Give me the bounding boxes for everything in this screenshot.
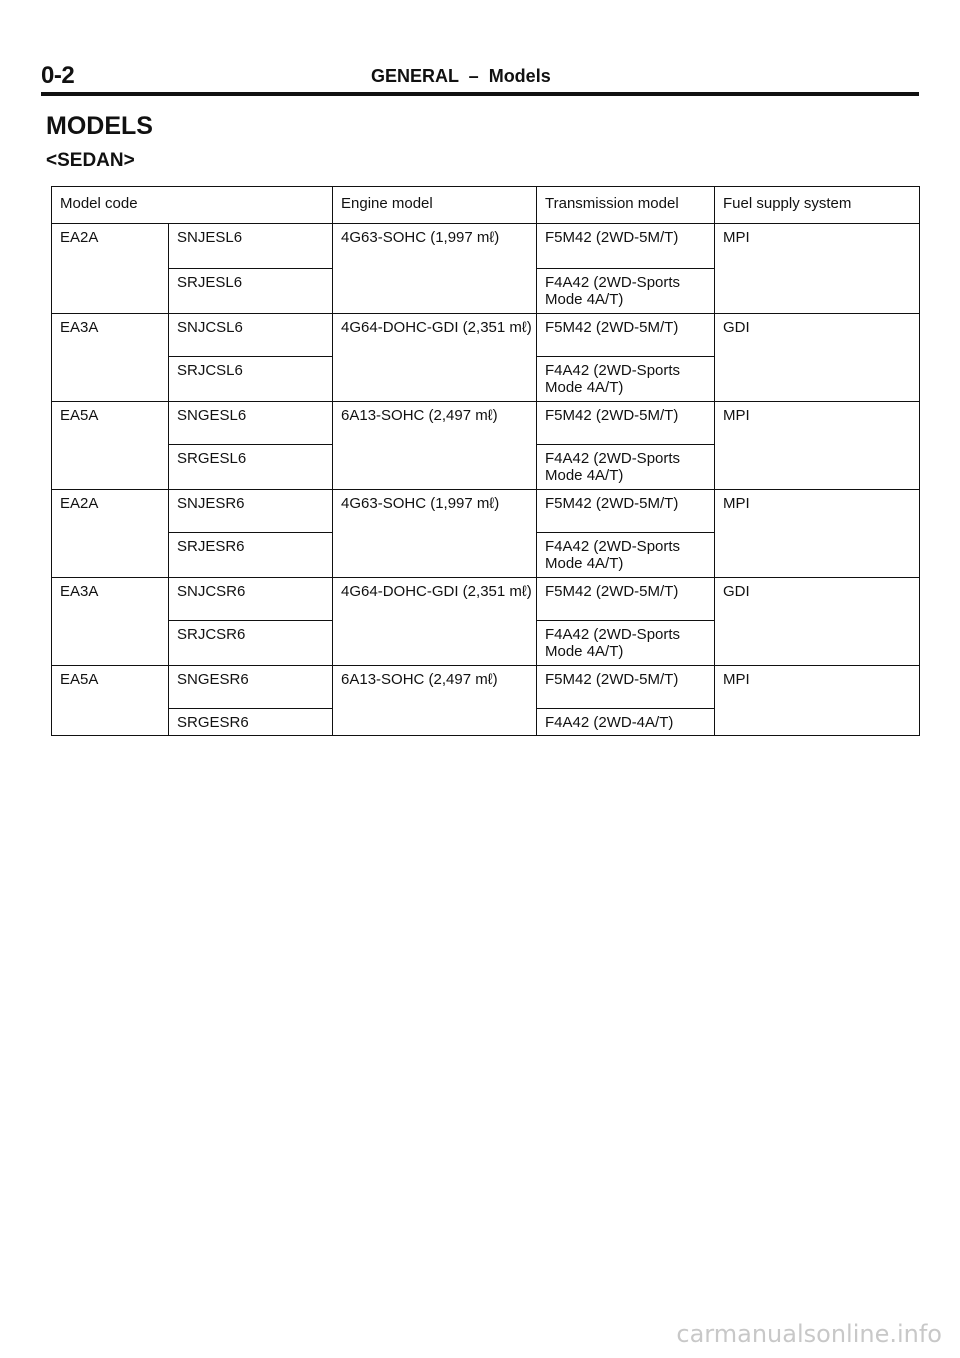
fuel-supply-cell: MPI bbox=[715, 224, 920, 314]
table-row bbox=[52, 666, 920, 709]
model-code-cell: EA3A bbox=[52, 578, 169, 666]
engine-model-cell: 4G63-SOHC (1,997 mℓ) bbox=[333, 224, 537, 314]
model-code-cell: EA5A bbox=[52, 402, 169, 490]
fuel-supply-cell: MPI bbox=[715, 402, 920, 490]
transmission-model-cell: F5M42 (2WD-5M/T) bbox=[537, 666, 715, 709]
transmission-model-cell: F5M42 (2WD-5M/T) bbox=[537, 314, 715, 357]
variant-code-cell: SNJCSR6 bbox=[169, 578, 333, 621]
variant-code-cell: SNJCSL6 bbox=[169, 314, 333, 357]
model-code-cell: EA2A bbox=[52, 224, 169, 314]
transmission-model-cell: F4A42 (2WD-4A/T) bbox=[537, 709, 715, 736]
column-header-model-code: Model code bbox=[52, 187, 333, 224]
transmission-model-cell: F4A42 (2WD-Sports Mode 4A/T) bbox=[537, 445, 715, 490]
variant-code-cell: SRJESL6 bbox=[169, 269, 333, 314]
variant-code-cell: SNGESR6 bbox=[169, 666, 333, 709]
model-code-cell: EA2A bbox=[52, 490, 169, 578]
section-title: MODELS bbox=[46, 112, 153, 140]
fuel-supply-cell: GDI bbox=[715, 578, 920, 666]
transmission-model-cell: F5M42 (2WD-5M/T) bbox=[537, 402, 715, 445]
table-row bbox=[52, 490, 920, 533]
transmission-model-cell: F4A42 (2WD-Sports Mode 4A/T) bbox=[537, 621, 715, 666]
table-row bbox=[52, 224, 920, 269]
models-table bbox=[51, 186, 920, 736]
variant-code-cell: SNGESL6 bbox=[169, 402, 333, 445]
table-header-row bbox=[52, 187, 920, 224]
header-rule bbox=[41, 92, 919, 96]
table-row bbox=[52, 314, 920, 357]
fuel-supply-cell: MPI bbox=[715, 666, 920, 736]
engine-model-cell: 6A13-SOHC (2,497 mℓ) bbox=[333, 666, 537, 736]
model-code-cell: EA5A bbox=[52, 666, 169, 736]
transmission-model-cell: F5M42 (2WD-5M/T) bbox=[537, 578, 715, 621]
fuel-supply-cell: MPI bbox=[715, 490, 920, 578]
variant-code-cell: SNJESL6 bbox=[169, 224, 333, 269]
watermark: carmanualsonline.info bbox=[676, 1320, 942, 1348]
engine-model-cell: 4G64-DOHC-GDI (2,351 mℓ) bbox=[333, 314, 537, 402]
models-table-body bbox=[52, 224, 920, 736]
fuel-supply-cell: GDI bbox=[715, 314, 920, 402]
column-header-transmission-model: Transmission model bbox=[537, 187, 715, 224]
page-header bbox=[41, 62, 919, 88]
engine-model-cell: 6A13-SOHC (2,497 mℓ) bbox=[333, 402, 537, 490]
variant-code-cell: SRJCSR6 bbox=[169, 621, 333, 666]
variant-code-cell: SNJESR6 bbox=[169, 490, 333, 533]
engine-model-cell: 4G63-SOHC (1,997 mℓ) bbox=[333, 490, 537, 578]
transmission-model-cell: F4A42 (2WD-Sports Mode 4A/T) bbox=[537, 357, 715, 402]
model-code-cell: EA3A bbox=[52, 314, 169, 402]
subsection-title: <SEDAN> bbox=[46, 150, 135, 171]
transmission-model-cell: F5M42 (2WD-5M/T) bbox=[537, 490, 715, 533]
variant-code-cell: SRGESR6 bbox=[169, 709, 333, 736]
transmission-model-cell: F5M42 (2WD-5M/T) bbox=[537, 224, 715, 269]
column-header-fuel-supply-system: Fuel supply system bbox=[715, 187, 920, 224]
page-number: 0-2 bbox=[41, 62, 75, 89]
variant-code-cell: SRJESR6 bbox=[169, 533, 333, 578]
header-title: GENERAL – Models bbox=[371, 66, 551, 86]
transmission-model-cell: F4A42 (2WD-Sports Mode 4A/T) bbox=[537, 269, 715, 314]
variant-code-cell: SRJCSL6 bbox=[169, 357, 333, 402]
table-row bbox=[52, 402, 920, 445]
variant-code-cell: SRGESL6 bbox=[169, 445, 333, 490]
transmission-model-cell: F4A42 (2WD-Sports Mode 4A/T) bbox=[537, 533, 715, 578]
table-row bbox=[52, 578, 920, 621]
column-header-engine-model: Engine model bbox=[333, 187, 537, 224]
engine-model-cell: 4G64-DOHC-GDI (2,351 mℓ) bbox=[333, 578, 537, 666]
